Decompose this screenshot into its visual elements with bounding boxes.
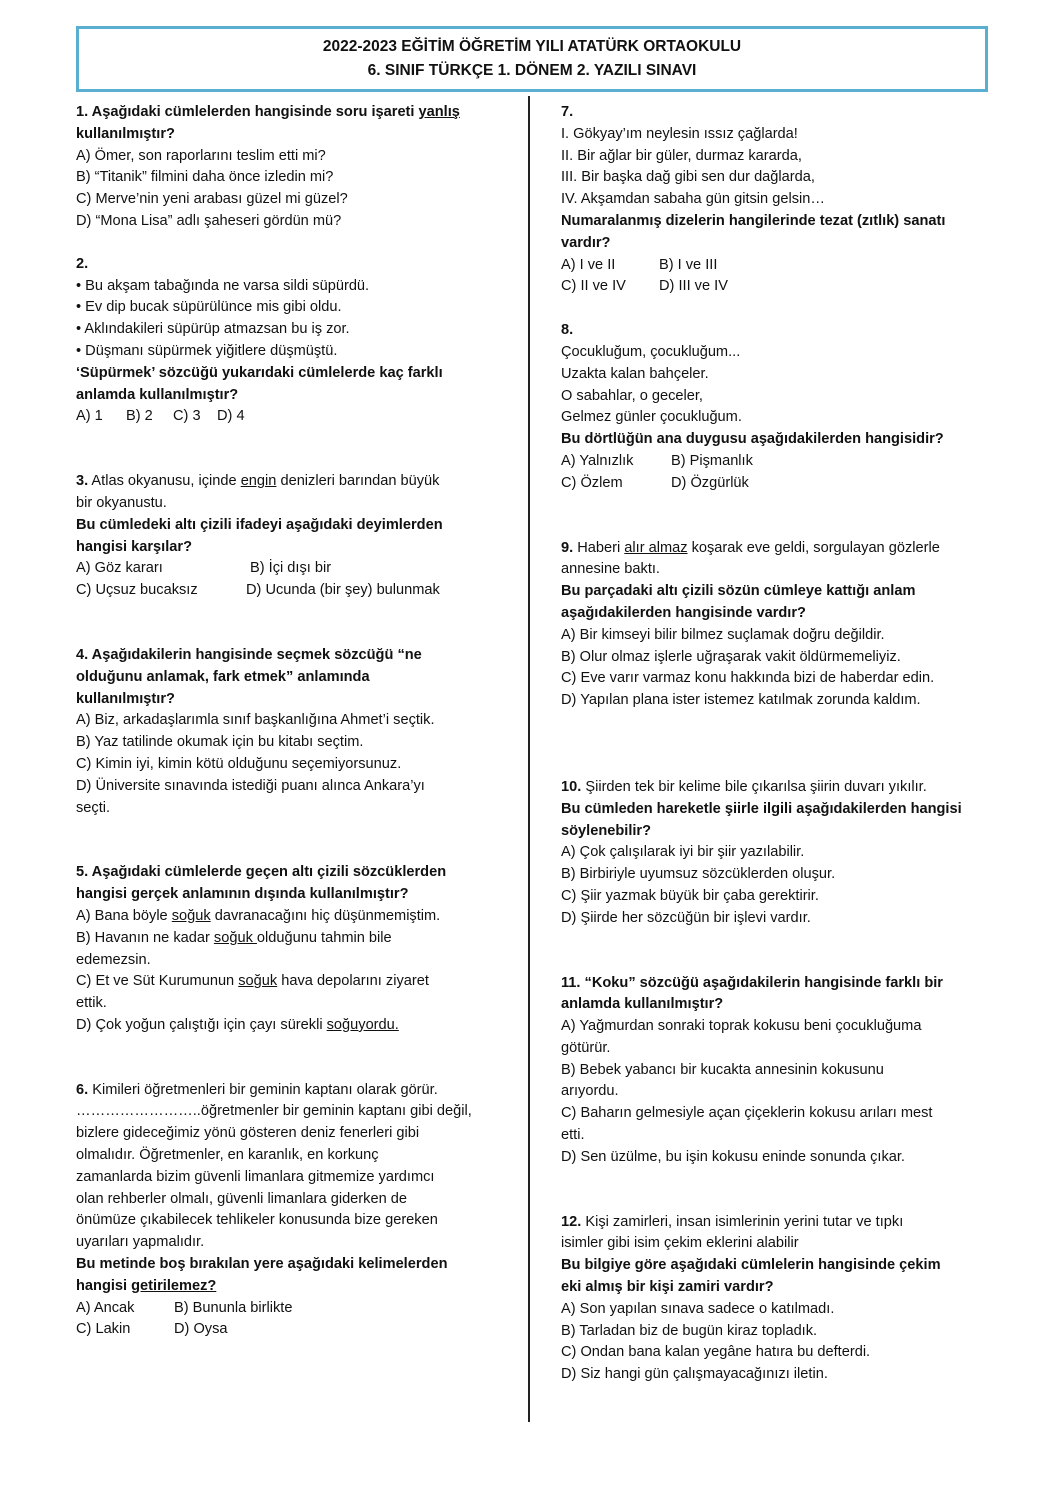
question-number: 7. xyxy=(561,104,574,120)
question-number: 1. xyxy=(76,104,89,120)
passage-line: uyarıları yapmalıdır. xyxy=(76,1234,205,1251)
bullet-sentence: • Bu akşam tabağında ne varsa sildi süpürdü. xyxy=(76,277,370,294)
question-text: koşarak eve geldi, sorgulayan gözlerle xyxy=(687,539,940,556)
question-stem: Bu bilgiye göre aşağıdaki cümlelerin hangisinde çekim xyxy=(561,1257,941,1274)
question-number: 9. xyxy=(561,539,574,556)
option-a[interactable]: A) Ancak xyxy=(76,1299,135,1316)
question-text: Şiirden tek bir kelime bile çıkarılsa şiirin duvarı yıkılır. xyxy=(581,778,927,795)
question-number: 10. xyxy=(561,778,582,795)
question-10 xyxy=(561,777,981,930)
option-b-continued[interactable]: edemezsin. xyxy=(76,951,151,968)
question-7 xyxy=(561,102,981,298)
bullet-sentence: • Ev dip bucak süpürülünce mis gibi oldu. xyxy=(76,299,342,316)
question-6 xyxy=(76,1080,506,1342)
question-text: annesine baktı. xyxy=(561,561,660,578)
option-b-continued[interactable]: arıyordu. xyxy=(561,1083,619,1100)
passage-line: olmalıdır. Öğretmenler, en karanlık, en korkunç xyxy=(76,1147,379,1164)
question-number: 3. xyxy=(76,473,89,490)
column-divider xyxy=(528,96,530,1422)
question-number: 11. xyxy=(561,974,581,991)
option-d[interactable]: D) Oysa xyxy=(174,1321,228,1338)
option-d-continued[interactable]: seçti. xyxy=(76,799,111,816)
option-text: D) Çok yoğun çalıştığı için çayı sürekli xyxy=(76,1016,327,1033)
bullet-sentence: • Düşmanı süpürmek yiğitlere düşmüştü. xyxy=(76,342,338,359)
passage-line: önümüze çıkabilecek tehlikeler konusunda bize gereken xyxy=(76,1212,438,1229)
underlined-word: soğuk xyxy=(213,929,257,946)
poem-line: III. Bir başka dağ gibi sen dur dağlarda, xyxy=(561,169,815,186)
poem-line: I. Gökyay’ım neylesin ıssız çağlarda! xyxy=(561,125,798,142)
option-b[interactable]: B) İçi dışı bir xyxy=(250,560,332,577)
question-text: Haberi xyxy=(573,539,625,556)
question-stem: Numaralanmış dizelerin hangilerinde tezat (zıtlık) sanatı xyxy=(561,212,946,229)
poem-line: II. Bir ağlar bir güler, durmaz kararda, xyxy=(561,147,802,164)
underlined-word: soğuk xyxy=(171,907,211,924)
question-number: 6. xyxy=(76,1081,89,1098)
option-d[interactable]: D) 4 xyxy=(217,408,245,425)
option-b[interactable]: B) I ve III xyxy=(659,256,718,273)
question-text: bir okyanustu. xyxy=(76,494,167,511)
option-d[interactable] xyxy=(76,1015,506,1037)
underlined-word: engin xyxy=(240,473,277,490)
passage-line: ……………………..öğretmenler bir geminin kaptanı gibi değil, xyxy=(76,1103,472,1120)
poem-line: Çocukluğum, çocukluğum... xyxy=(561,343,741,360)
option-a[interactable]: A) Göz kararı xyxy=(76,560,163,577)
underlined-word: soğuk xyxy=(238,973,278,990)
underlined-word: getirilemez? xyxy=(131,1277,217,1294)
question-stem: Bu cümledeki altı çizili ifadeyi aşağıdaki deyimlerden xyxy=(76,516,443,533)
question-9 xyxy=(561,538,981,712)
option-a[interactable]: A) Bir kimseyi bilir bilmez suçlamak doğru değildir. xyxy=(561,626,885,643)
option-a[interactable]: A) Yağmurdan sonraki toprak kokusu beni çocukluğuma xyxy=(561,1018,922,1035)
option-text: A) Bana böyle xyxy=(76,907,172,924)
option-c[interactable]: C) Baharın gelmesiyle açan çiçeklerin kokusu arıları mest xyxy=(561,1105,933,1122)
question-2 xyxy=(76,254,506,428)
question-11 xyxy=(561,973,981,1169)
poem-line: Uzakta kalan bahçeler. xyxy=(561,365,709,382)
option-a[interactable] xyxy=(76,906,506,928)
question-12 xyxy=(561,1212,981,1386)
question-stem: kullanılmıştır? xyxy=(76,690,175,707)
option-text: C) Et ve Süt Kurumunun xyxy=(76,973,239,990)
option-d[interactable]: D) Ucunda (bir şey) bulunmak xyxy=(246,582,440,599)
option-b[interactable]: B) Birbiriyle uyumsuz sözcüklerden oluşur. xyxy=(561,866,836,883)
option-b[interactable]: B) Tarladan biz de bugün kiraz topladık. xyxy=(561,1322,818,1339)
poem-line: IV. Akşamdan sabaha gün gitsin gelsin… xyxy=(561,191,825,208)
option-b[interactable]: B) 2 xyxy=(126,408,153,425)
question-stem: kullanılmıştır? xyxy=(76,125,175,142)
option-b[interactable] xyxy=(76,928,506,950)
underlined-word: soğuyordu. xyxy=(326,1016,399,1033)
option-text: B) Havanın ne kadar xyxy=(76,929,214,946)
poem-line: O sabahlar, o geceler, xyxy=(561,387,703,404)
option-c[interactable]: C) Lakin xyxy=(76,1321,131,1338)
option-a[interactable]: A) Biz, arkadaşlarımla sınıf başkanlığına Ahmet’i seçtik. xyxy=(76,712,435,729)
question-stem: hangisi gerçek anlamının dışında kullanılmıştır? xyxy=(76,886,409,903)
question-stem: Aşağıdakilerin hangisinde seçmek sözcüğü “ne xyxy=(88,646,422,663)
question-stem: Bu dörtlüğün ana duygusu aşağıdakilerden hangisidir? xyxy=(561,431,944,448)
option-c[interactable]: C) Ondan bana kalan yegâne hatıra bu defterdi. xyxy=(561,1344,871,1361)
option-c[interactable]: C) Özlem xyxy=(561,474,623,491)
option-d[interactable]: D) Üniversite sınavında istediği puanı alınca Ankara’yı xyxy=(76,777,425,794)
question-stem: eki almış bir kişi zamiri vardır? xyxy=(561,1279,774,1296)
question-stem: ‘Süpürmek’ sözcüğü yukarıdaki cümlelerde kaç farklı xyxy=(76,364,443,381)
poem-line: Gelmez günler çocukluğum. xyxy=(561,409,742,426)
option-text: hava depolarını ziyaret xyxy=(277,973,429,990)
option-text: olduğunu tahmin bile xyxy=(256,929,392,946)
question-text: Kişi zamirleri, insan isimlerinin yerini tutar ve tıpkı xyxy=(581,1213,904,1230)
option-c[interactable]: C) Merve’nin yeni arabası güzel mi güzel? xyxy=(76,191,348,208)
question-stem: “Koku” sözcüğü aşağıdakilerin hangisinde farklı bir xyxy=(580,974,943,991)
option-a-continued[interactable]: götürür. xyxy=(561,1039,611,1056)
option-c[interactable]: C) Eve varır varmaz konu hakkında bizi de haberdar edin. xyxy=(561,670,935,687)
option-c[interactable]: C) 3 xyxy=(173,408,201,425)
option-c[interactable] xyxy=(76,971,506,993)
option-d[interactable]: D) Şiirde her sözcüğün bir işlevi vardır. xyxy=(561,909,811,926)
option-text: davranacağını hiç düşünmemiştim. xyxy=(210,907,441,924)
question-stem: vardır? xyxy=(561,234,611,251)
bullet-sentence: • Aklındakileri süpürüp atmazsan bu iş zor. xyxy=(76,321,350,338)
option-b[interactable]: B) Yaz tatilinde okumak için bu kitabı seçtim. xyxy=(76,734,364,751)
option-c-continued[interactable]: etti. xyxy=(561,1127,585,1144)
option-a[interactable]: A) Yalnızlık xyxy=(561,452,634,469)
exam-title: 6. SINIF TÜRKÇE 1. DÖNEM 2. YAZILI SINAVI xyxy=(367,62,697,79)
question-number: 8. xyxy=(561,322,574,339)
question-number: 4. xyxy=(76,646,89,663)
right-column xyxy=(561,102,981,1386)
option-c[interactable]: C) Kimin iyi, kimin kötü olduğunu seçemiyorsunuz. xyxy=(76,755,402,772)
option-d[interactable]: D) III ve IV xyxy=(659,278,728,295)
passage-line: Kimileri öğretmenleri bir geminin kaptanı olarak görür. xyxy=(88,1081,438,1098)
option-b[interactable]: B) Bebek yabancı bir kucakta annesinin kokusunu xyxy=(561,1061,884,1078)
question-stem: hangisi xyxy=(76,1277,132,1294)
question-number: 5. xyxy=(76,864,89,881)
option-b[interactable]: B) Pişmanlık xyxy=(671,452,753,469)
underlined-word: yanlış xyxy=(418,104,460,120)
question-stem: Aşağıdaki cümlelerden hangisinde soru işareti xyxy=(88,104,419,120)
question-stem: söylenebilir? xyxy=(561,822,652,839)
option-d[interactable]: D) “Mona Lisa” adlı şaheseri gördün mü? xyxy=(76,212,342,229)
question-stem: hangisi karşılar? xyxy=(76,538,192,555)
option-a[interactable]: A) I ve II xyxy=(561,256,616,273)
option-c[interactable]: C) Uçsuz bucaksız xyxy=(76,582,198,599)
question-text: isimler gibi isim çekim eklerini alabilir xyxy=(561,1235,799,1252)
question-1 xyxy=(76,102,506,233)
option-b[interactable]: B) Olur olmaz işlerle uğraşarak vakit öldürmemeliyiz. xyxy=(561,648,901,665)
question-stem: anlamda kullanılmıştır? xyxy=(76,386,239,403)
underlined-word: alır almaz xyxy=(624,539,688,556)
question-stem: olduğunu anlamak, fark etmek” anlamında xyxy=(76,668,370,685)
option-b[interactable]: B) Bununla birlikte xyxy=(174,1299,293,1316)
question-stem: Bu parçadaki altı çizili sözün cümleye kattığı anlam xyxy=(561,583,916,600)
question-3 xyxy=(76,471,506,602)
option-d[interactable]: D) Sen üzülme, bu işin kokusu eninde sonunda çıkar. xyxy=(561,1148,905,1165)
question-number: 2. xyxy=(76,255,89,272)
question-4 xyxy=(76,645,506,819)
option-d[interactable]: D) Özgürlük xyxy=(671,474,749,491)
option-a[interactable]: A) Ömer, son raporlarını teslim etti mi? xyxy=(76,147,326,164)
option-a[interactable]: A) Çok çalışılarak iyi bir şiir yazılabilir. xyxy=(561,844,805,861)
question-8 xyxy=(561,320,981,494)
question-text: Atlas okyanusu, içinde xyxy=(88,473,241,490)
option-b[interactable]: B) “Titanik” filmini daha önce izledin mi? xyxy=(76,169,334,186)
option-c[interactable]: C) Şiir yazmak büyük bir çaba gerektirir. xyxy=(561,887,819,904)
question-5 xyxy=(76,862,506,1036)
option-d[interactable]: D) Yapılan plana ister istemez katılmak zorunda kaldım. xyxy=(561,692,921,709)
question-number: 12. xyxy=(561,1213,582,1230)
question-stem: Bu cümleden hareketle şiirle ilgili aşağıdakilerden hangisi xyxy=(561,800,962,817)
option-c-continued[interactable]: ettik. xyxy=(76,995,107,1012)
question-stem: Aşağıdaki cümlelerde geçen altı çizili sözcüklerden xyxy=(88,864,447,881)
option-d[interactable]: D) Siz hangi gün çalışmayacağınızı iletin. xyxy=(561,1366,828,1383)
passage-line: olan rehberler olmalı, güvenli limanlara giderken de xyxy=(76,1190,407,1207)
passage-line: bizlere gideceğimiz yönü gösteren deniz fenerleri gibi xyxy=(76,1125,420,1142)
exam-header xyxy=(76,26,988,92)
option-a[interactable]: A) 1 xyxy=(76,408,103,425)
option-c[interactable]: C) II ve IV xyxy=(561,278,626,295)
question-stem: Bu metinde boş bırakılan yere aşağıdaki kelimelerden xyxy=(76,1256,448,1273)
school-title: 2022-2023 EĞİTİM ÖĞRETİM YILI ATATÜRK ORTAOKULU xyxy=(322,38,742,55)
question-stem: anlamda kullanılmıştır? xyxy=(561,996,724,1013)
option-a[interactable]: A) Son yapılan sınava sadece o katılmadı. xyxy=(561,1300,835,1317)
passage-line: zamanlarda bizim güvenli limanlara gitmemize yardımcı xyxy=(76,1168,435,1185)
question-text: denizleri barından büyük xyxy=(276,473,440,490)
left-column xyxy=(76,102,506,1341)
question-stem: aşağıdakilerden hangisinde vardır? xyxy=(561,604,806,621)
